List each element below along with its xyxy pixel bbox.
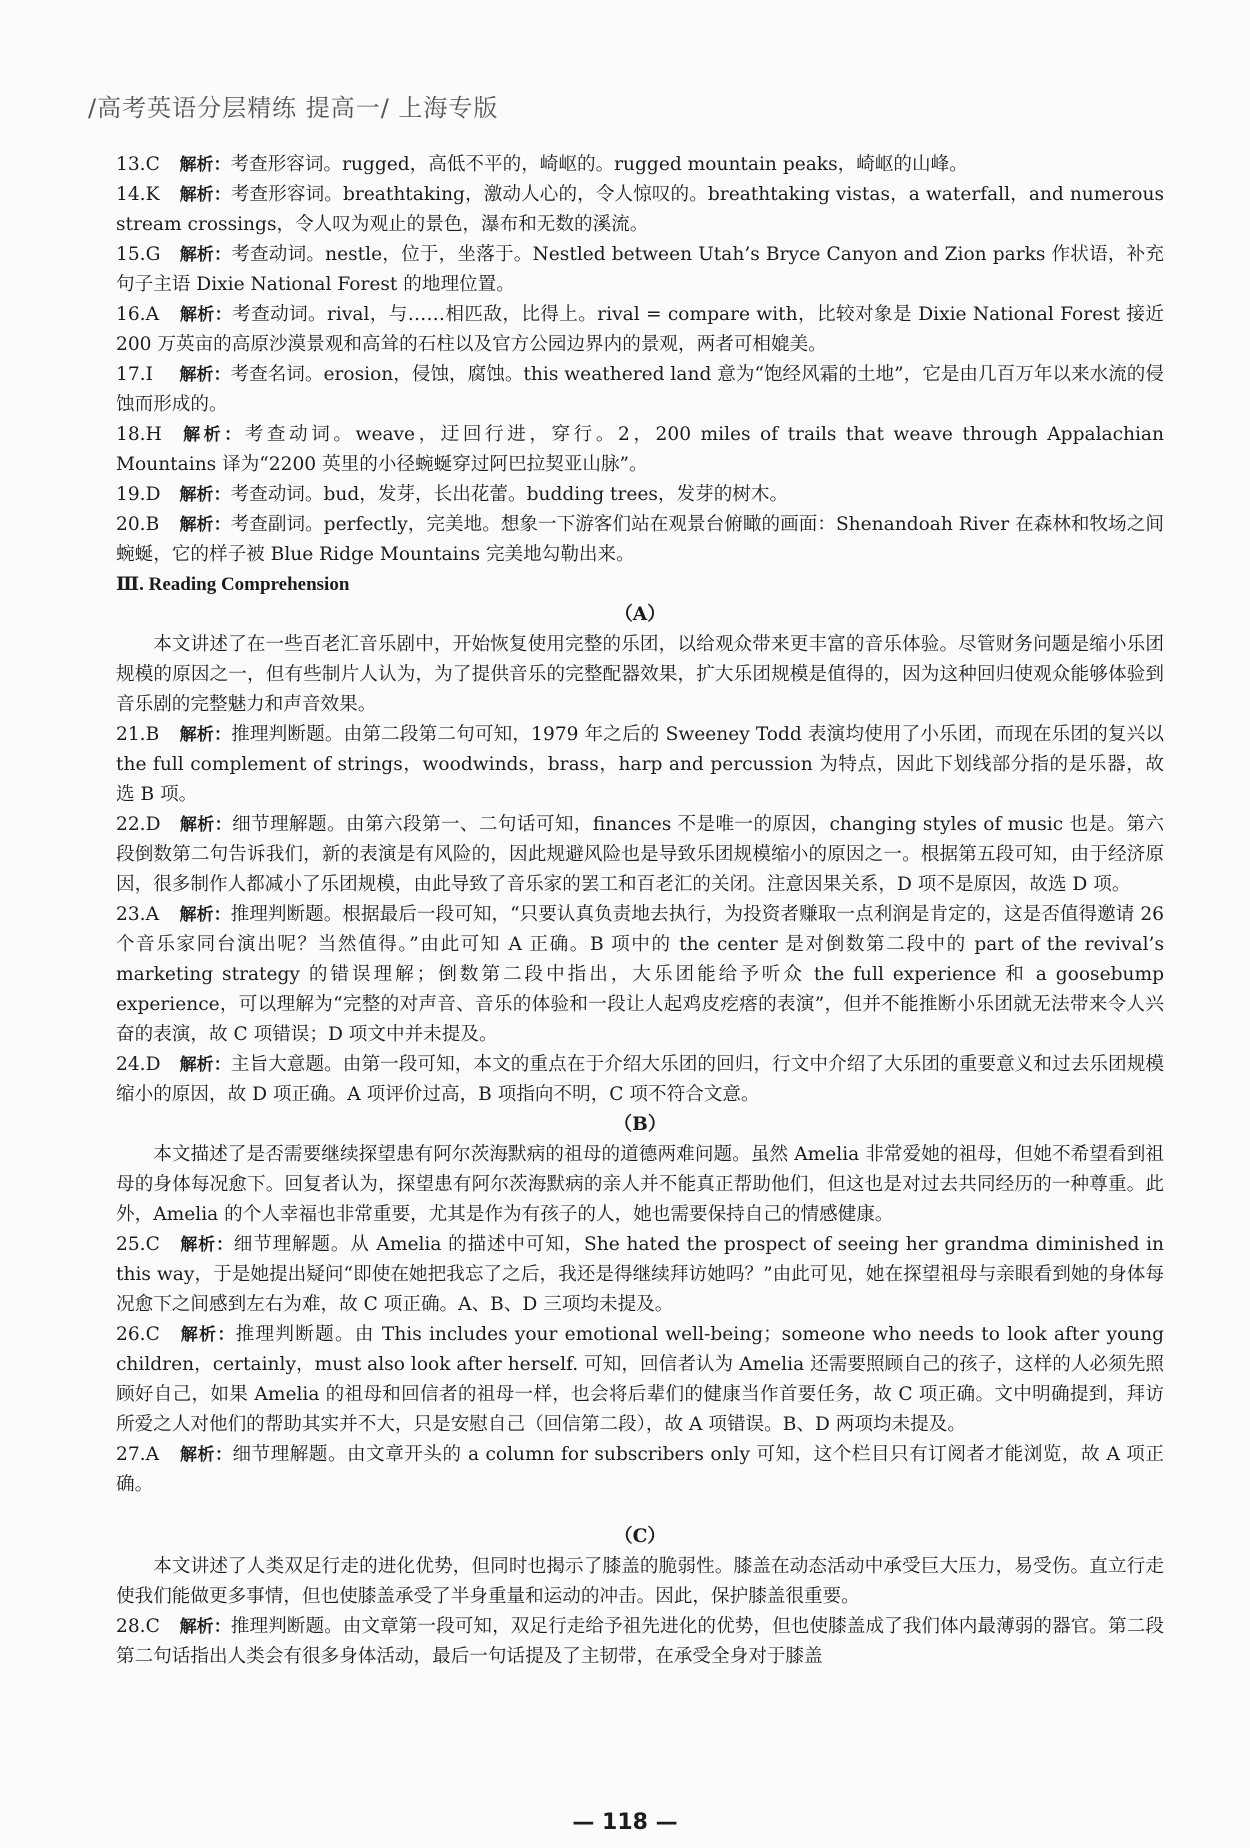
analysis-label: 解析： bbox=[179, 515, 231, 535]
answer-item bbox=[116, 510, 1164, 570]
section-title: Ⅲ. Reading Comprehension bbox=[116, 574, 350, 595]
answer-item bbox=[116, 150, 1164, 180]
analysis-text: 细节理解题。从 Amelia 的描述中可知，She hated the prospect of seeing her grandma diminished in this way，于是她提出疑问“即使在她把我忘了之后，我还是得继续拜访她吗？”由此可见，她在探望祖母与亲眼看到她的身体每况愈下之间感到左右为难，故 C 项正确。A、B、D 三项均未提及。 bbox=[116, 1234, 1165, 1315]
analysis-text: 推理判断题。由 This includes your emotional well-being；someone who needs to look after young children，certainly，must also look after herself. 可知，回信者认为 Amelia 还需要照顾自己的孩子，这样的人必须先照顾好自己，如果 Amelia 的祖母和回信者的祖母一样，也会将后辈们的健康当作首要任务，故 C 项正确。文中明确提到，拜访所爱之人对他们的帮助其实并不大，只是安慰自己（回信第二段），故 A 项错误。B、D 两项均未提及。 bbox=[116, 1324, 1165, 1435]
question-number: 23. bbox=[116, 904, 146, 925]
analysis-text: 推理判断题。由第二段第二句可知，1979 年之后的 Sweeney Todd 表演均使用了小乐团，而现在乐团的复兴以 the full complement of strings，woodwinds，brass，harp and percussion 为特点，因此下划线部分指的是乐器，故选 B 项。 bbox=[116, 724, 1164, 805]
answer-letter: A bbox=[145, 904, 160, 925]
answer-item bbox=[116, 1440, 1164, 1500]
analysis-text: 考查动词。rival，与……相匹敌，比得上。rival = compare with，比较对象是 Dixie National Forest 接近 200 万英亩的高原沙漠景观和高耸的石柱以及官方公园边界内的景观，两者可相媲美。 bbox=[116, 304, 1164, 355]
question-number: 24. bbox=[116, 1054, 146, 1075]
answer-item bbox=[116, 720, 1164, 810]
answer-item bbox=[116, 1230, 1164, 1320]
analysis-label: 解析： bbox=[179, 485, 231, 505]
analysis-label: 解析： bbox=[179, 185, 231, 205]
analysis-text: 推理判断题。根据最后一段可知，“只要认真负责地去执行，为投资者赚取一点利润是肯定的，这是否值得邀请 26 个音乐家同台演出呢？当然值得。”由此可知 A 正确。B 项中的 the center 是对倒数第二段中的 part of the revival’s marketing strategy 的错误理解；倒数第二段中指出，大乐团能给予听众 the full experience 和 a goosebump experience，可以理解为“完整的对声音、音乐的体验和一段让人起鸡皮疙瘩的表演”，但并不能推断小乐团就无法带来令人兴奋的表演，故 C 项错误；D 项文中并未提及。 bbox=[116, 904, 1164, 1045]
analysis-text: 细节理解题。由第六段第一、二句话可知，finances 不是唯一的原因，changing styles of music 也是。第六段倒数第二句告诉我们，新的表演是有风险的，因此规避风险也是导致乐团规模缩小的原因之一。根据第五段可知，由于经济原因，很多制作人都减小了乐团规模，由此导致了音乐家的罢工和百老汇的关闭。注意因果关系，D 项不是原因，故选 D 项。 bbox=[116, 814, 1164, 895]
analysis-text: 考查动词。nestle，位于，坐落于。Nestled between Utah’s Bryce Canyon and Zion parks 作状语，补充句子主语 Dixie National Forest 的地理位置。 bbox=[116, 244, 1164, 295]
question-number: 16. bbox=[116, 304, 146, 325]
analysis-text: 考查名词。erosion，侵蚀，腐蚀。this weathered land 意为“饱经风霜的土地”，它是由几百万年以来水流的侵蚀而形成的。 bbox=[116, 364, 1164, 415]
analysis-label: 解析： bbox=[183, 425, 245, 445]
answer-letter: B bbox=[145, 514, 160, 535]
question-number: 27. bbox=[116, 1444, 146, 1465]
page-number: — 118 — bbox=[572, 1810, 678, 1835]
analysis-label: 解析： bbox=[179, 155, 231, 175]
answer-letter: I bbox=[145, 364, 153, 385]
answer-letter: H bbox=[145, 424, 162, 445]
answer-letter: G bbox=[145, 244, 161, 265]
answer-item bbox=[116, 480, 1164, 510]
analysis-text: 主旨大意题。由第一段可知，本文的重点在于介绍大乐团的回归，行文中介绍了大乐团的重要意义和过去乐团规模缩小的原因，故 D 项正确。A 项评价过高，B 项指向不明，C 项不符合文意。 bbox=[116, 1054, 1164, 1105]
analysis-label: 解析： bbox=[179, 245, 232, 265]
answer-letter: C bbox=[145, 154, 160, 175]
vocabulary-answers bbox=[116, 150, 1164, 570]
question-number: 26. bbox=[116, 1324, 146, 1345]
answer-letter: D bbox=[145, 484, 161, 505]
question-number: 15. bbox=[116, 244, 146, 265]
passage-b-summary: 本文描述了是否需要继续探望患有阿尔茨海默病的祖母的道德两难问题。虽然 Amelia 非常爱她的祖母，但她不希望看到祖母的身体每况愈下。回复者认为，探望患有阿尔茨海默病的亲人并不能真正帮助他们，但这也是对过去共同经历的一种尊重。此外，Amelia 的个人幸福也非常重要，尤其是作为有孩子的人，她也需要保持自己的情感健康。 bbox=[116, 1144, 1164, 1225]
analysis-text: 考查形容词。rugged，高低不平的，崎岖的。rugged mountain peaks，崎岖的山峰。 bbox=[230, 154, 968, 175]
answer-item bbox=[116, 900, 1164, 1050]
question-number: 28. bbox=[116, 1616, 146, 1637]
question-number: 25. bbox=[116, 1234, 146, 1255]
analysis-label: 解析： bbox=[180, 1445, 233, 1465]
passage-b-answers bbox=[116, 1230, 1164, 1500]
analysis-label: 解析： bbox=[179, 1617, 231, 1637]
question-number: 20. bbox=[116, 514, 146, 535]
question-number: 19. bbox=[116, 484, 146, 505]
analysis-text: 推理判断题。由文章第一段可知，双足行走给予祖先进化的优势，但也使膝盖成了我们体内最薄弱的器官。第二段第二句话指出人类会有很多身体活动，最后一句话提及了主韧带，在承受全身对于膝盖 bbox=[116, 1616, 1164, 1667]
passage-c-answers bbox=[116, 1612, 1164, 1672]
answer-letter: B bbox=[145, 724, 160, 745]
answer-item bbox=[116, 240, 1164, 300]
question-number: 14. bbox=[116, 184, 146, 205]
analysis-text: 考查动词。bud，发芽，长出花蕾。budding trees，发芽的树木。 bbox=[230, 484, 789, 505]
passage-c-summary: 本文讲述了人类双足行走的进化优势，但同时也揭示了膝盖的脆弱性。膝盖在动态活动中承受巨大压力，易受伤。直立行走使我们能做更多事情，但也使膝盖承受了半身重量和运动的冲击。因此，保护膝盖很重要。 bbox=[116, 1556, 1164, 1607]
analysis-label: 解析： bbox=[179, 905, 231, 925]
analysis-label: 解析： bbox=[180, 1325, 236, 1345]
question-number: 17. bbox=[116, 364, 146, 385]
passage-a-summary: 本文讲述了在一些百老汇音乐剧中，开始恢复使用完整的乐团，以给观众带来更丰富的音乐体验。尽管财务问题是缩小乐团规模的原因之一，但有些制片人认为，为了提供音乐的完整配器效果，扩大乐团规模是值得的，因为这种回归使观众能够体验到音乐剧的完整魅力和声音效果。 bbox=[116, 634, 1164, 715]
question-number: 18. bbox=[116, 424, 146, 445]
answer-item bbox=[116, 1612, 1164, 1672]
answer-content bbox=[116, 150, 1164, 1672]
answer-item bbox=[116, 1050, 1164, 1110]
analysis-label: 解析： bbox=[179, 365, 231, 385]
analysis-label: 解析： bbox=[180, 1235, 234, 1255]
answer-item bbox=[116, 1320, 1164, 1440]
analysis-text: 考查副词。perfectly，完美地。想象一下游客们站在观景台俯瞰的画面：Shenandoah River 在森林和牧场之间蜿蜒，它的样子被 Blue Ridge Mountains 完美地勾勒出来。 bbox=[116, 514, 1164, 565]
answer-item bbox=[116, 180, 1164, 240]
answer-letter: C bbox=[145, 1234, 160, 1255]
analysis-label: 解析： bbox=[179, 305, 233, 325]
analysis-label: 解析： bbox=[179, 725, 232, 745]
passage-a-answers bbox=[116, 720, 1164, 1110]
analysis-label: 解析： bbox=[179, 1055, 231, 1075]
question-number: 21. bbox=[116, 724, 146, 745]
analysis-text: 考查形容词。breathtaking，激动人心的，令人惊叹的。breathtaking vistas，a waterfall，and numerous stream crossings，令人叹为观止的景色，瀑布和无数的溪流。 bbox=[116, 184, 1165, 235]
question-number: 22. bbox=[116, 814, 146, 835]
answer-letter: C bbox=[145, 1324, 160, 1345]
answer-letter: D bbox=[145, 814, 161, 835]
answer-item bbox=[116, 360, 1164, 420]
question-number: 13. bbox=[116, 154, 146, 175]
answer-letter: D bbox=[145, 1054, 161, 1075]
answer-letter: A bbox=[145, 1444, 160, 1465]
answer-letter: C bbox=[145, 1616, 160, 1637]
book-series-header: /高考英语分层精练 提高一/ 上海专版 bbox=[88, 94, 499, 122]
analysis-text: 考查动词。weave，迂回行进，穿行。2，200 miles of trails that weave through Appalachian Mountains 译为“2200 英里的小径蜿蜒穿过阿巴拉契亚山脉”。 bbox=[116, 424, 1164, 475]
answer-letter: K bbox=[145, 184, 160, 205]
passage-c-label: （C） bbox=[614, 1526, 666, 1547]
answer-item bbox=[116, 810, 1164, 900]
analysis-text: 细节理解题。由文章开头的 a column for subscribers only 可知，这个栏目只有订阅者才能浏览，故 A 项正确。 bbox=[116, 1444, 1164, 1495]
passage-a-label: （A） bbox=[614, 604, 666, 625]
answer-item bbox=[116, 420, 1164, 480]
analysis-label: 解析： bbox=[179, 815, 233, 835]
answer-item bbox=[116, 300, 1164, 360]
answer-letter: A bbox=[145, 304, 160, 325]
passage-b-label: （B） bbox=[613, 1114, 667, 1135]
